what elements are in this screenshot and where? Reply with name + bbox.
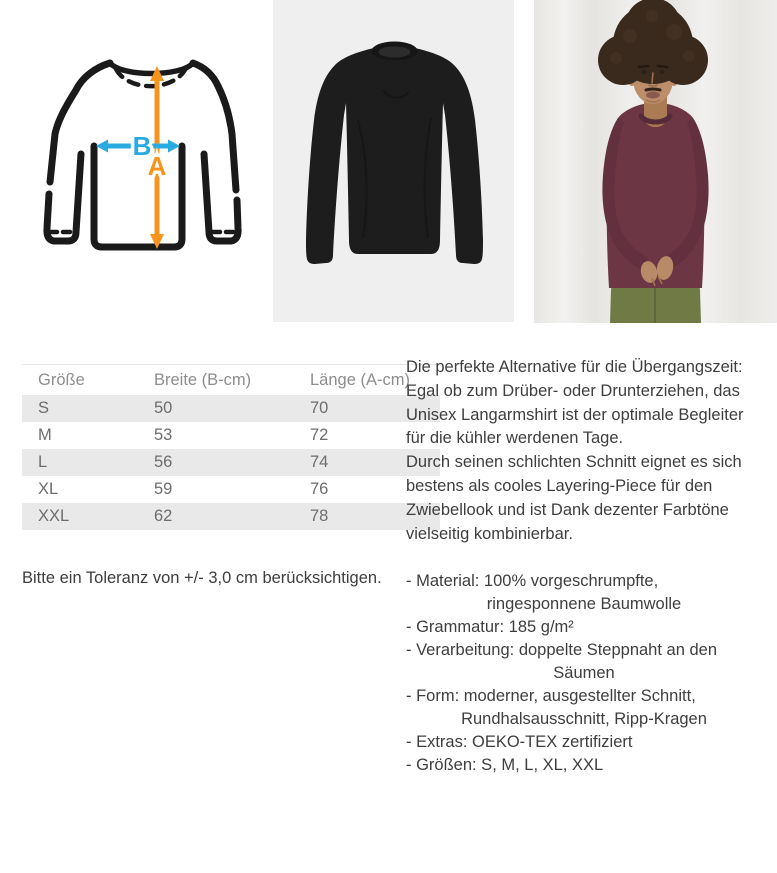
size-cell: XL <box>38 480 59 498</box>
description-line: Die perfekte Alternative für die Übergangszeit: <box>406 358 743 376</box>
size-table-header-row <box>22 365 440 396</box>
size-column-header: Größe <box>38 370 85 389</box>
size-cell: S <box>38 399 50 417</box>
size-column-header: Breite (B-cm) <box>154 370 252 389</box>
size-row <box>22 395 440 422</box>
size-table-head <box>22 365 440 396</box>
size-row <box>22 503 440 530</box>
size-cell: 78 <box>310 507 329 525</box>
product-photo-flat[interactable] <box>273 0 514 322</box>
product-photo-model[interactable] <box>534 0 777 323</box>
tolerance-note: Bitte ein Toleranz von +/- 3,0 cm berücksichtigen. <box>22 569 382 587</box>
description-line: vielseitig kombinierbar. <box>406 524 573 543</box>
size-column-header: Länge (A-cm) <box>310 370 410 389</box>
description-line: Egal ob zum Drüber- oder Drunterziehen, das <box>406 381 740 400</box>
product-description <box>406 356 762 777</box>
size-cell: 70 <box>310 399 329 417</box>
size-cell: 59 <box>154 480 173 498</box>
size-cell: XXL <box>38 507 70 525</box>
size-cell: 72 <box>310 426 329 444</box>
description-detail-line: - Form: moderner, ausgestellter Schnitt, <box>406 687 696 706</box>
size-table-body <box>22 395 440 530</box>
size-row <box>22 449 440 476</box>
description-line: Zwiebellook und ist Dank dezenter Farbtöne <box>406 500 729 519</box>
description-detail-line: Säumen <box>553 664 615 683</box>
description-detail-line: - Material: 100% vorgeschrumpfte, <box>406 572 659 591</box>
description-detail-line: - Verarbeitung: doppelte Steppnaht an den <box>406 641 717 660</box>
description-detail-line: - Grammatur: 185 g/m² <box>406 618 574 637</box>
description-line: Durch seinen schlichten Schnitt eignet es sich <box>406 453 742 472</box>
length-label: A <box>147 151 167 181</box>
size-row <box>22 476 440 503</box>
shirt-torso <box>607 104 705 288</box>
size-cell: L <box>38 453 48 471</box>
description-detail-line: ringesponnene Baumwolle <box>486 595 682 614</box>
size-diagram-image[interactable] <box>30 42 250 270</box>
width-label: B <box>132 131 152 161</box>
model-wearing-longsleeve-photo <box>534 0 777 323</box>
description-line: Unisex Langarmshirt ist der optimale Begleiter <box>406 405 744 424</box>
size-table <box>22 364 440 530</box>
description-detail-line: Rundhalsausschnitt, Ripp-Kragen <box>461 710 707 729</box>
description-details <box>406 570 762 777</box>
size-cell: 56 <box>154 453 173 471</box>
description-detail-line: - Größen: S, M, L, XL, XXL <box>406 756 604 775</box>
size-cell: 74 <box>310 453 329 471</box>
description-intro <box>406 356 762 546</box>
size-cell: 53 <box>154 426 173 444</box>
size-cell: 62 <box>154 507 173 525</box>
description-detail-line: - Extras: OEKO-TEX zertifiziert <box>406 733 633 752</box>
size-cell: 50 <box>154 399 173 417</box>
size-cell: M <box>38 426 52 444</box>
description-line: für die kühler werdenen Tage. <box>406 429 624 448</box>
description-line: bestens als cooles Layering-Piece für den <box>406 476 713 495</box>
longsleeve-measure-diagram-icon <box>30 42 250 270</box>
size-row <box>22 422 440 449</box>
black-longsleeve-icon <box>273 0 514 322</box>
size-cell: 76 <box>310 480 329 498</box>
